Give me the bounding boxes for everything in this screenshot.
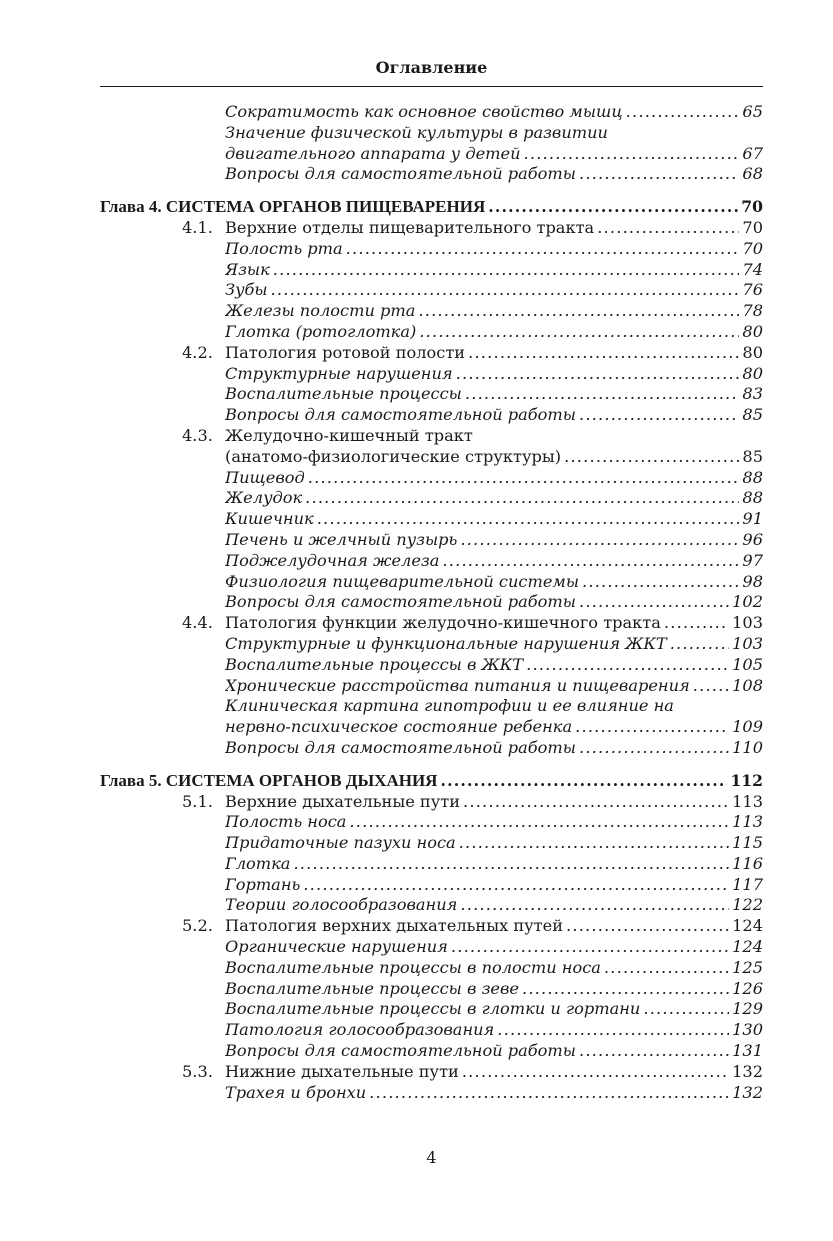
toc-chapter[interactable]	[100, 771, 763, 792]
toc-page-number: 109	[732, 717, 763, 737]
toc-entry-leader-group	[225, 1020, 729, 1041]
toc-entry-leader-group	[225, 738, 729, 759]
toc-entry-leader-group	[225, 468, 739, 489]
toc-entry-leader-group	[225, 916, 729, 937]
dot-leader	[459, 833, 729, 854]
toc-subsection[interactable]	[100, 895, 763, 916]
toc-entry-leader-group	[225, 792, 729, 813]
toc-page-number: 70	[742, 217, 763, 237]
toc-entry-leader-group	[225, 123, 760, 144]
toc-entry-label: Патология ротовой полости	[225, 342, 466, 362]
toc-entry-leader-group	[225, 592, 729, 613]
toc-subsection[interactable]	[100, 123, 763, 144]
toc-entry-leader-group	[225, 958, 729, 979]
toc-page-number	[760, 426, 763, 447]
toc-section-number: 5.1.	[182, 791, 213, 811]
toc-entry-leader-group	[225, 696, 760, 717]
toc-page-number: 80	[742, 363, 763, 383]
toc-entry-label: Пищевод	[225, 467, 305, 487]
toc-entry-label: Патология верхних дыхательных путей	[225, 916, 564, 936]
toc-subsection[interactable]	[100, 634, 763, 655]
dot-leader	[643, 999, 729, 1020]
toc-page-number: 70	[742, 238, 763, 258]
dot-leader	[451, 937, 729, 958]
toc-entry-leader-group	[225, 655, 729, 676]
dot-leader	[271, 280, 740, 301]
toc-page-number: 124	[732, 916, 763, 936]
toc-entry-leader-group	[225, 1083, 729, 1104]
toc-section[interactable]	[100, 916, 763, 937]
toc-entry-leader-group	[225, 895, 729, 916]
toc-subsection[interactable]	[100, 676, 763, 697]
toc-entry-label: Нижние дыхательные пути	[225, 1061, 459, 1081]
toc-entry-leader-group	[225, 343, 739, 364]
toc-page-number: 85	[742, 405, 763, 425]
toc-subsection[interactable]	[100, 530, 763, 551]
toc-entry-label: Патология функции желудочно-кишечного тракта	[225, 613, 661, 633]
toc-entry-label: Глава 4. СИСТЕМА ОРГАНОВ ПИЩЕВАРЕНИЯ	[100, 197, 486, 217]
dot-leader	[693, 676, 729, 697]
toc-entry-label: Печень и желчный пузырь	[225, 529, 458, 549]
toc-subsection[interactable]	[100, 280, 763, 301]
toc-entry-label: нервно-психическое состояние ребенка	[225, 717, 573, 737]
toc-entry-leader-group	[225, 634, 729, 655]
toc-page-number: 122	[732, 895, 763, 915]
toc-entry-label: Язык	[225, 259, 270, 279]
dot-leader	[273, 260, 740, 281]
running-header-title: Оглавление	[375, 58, 488, 77]
dot-leader	[305, 488, 739, 509]
toc-subsection[interactable]	[100, 875, 763, 896]
toc-entry-leader-group	[225, 979, 729, 1000]
toc-page-number: 124	[732, 937, 763, 957]
toc-page-number: 96	[742, 529, 763, 549]
toc-entry-label: Гортань	[225, 874, 301, 894]
toc-section[interactable]	[100, 447, 763, 468]
toc-entry-leader-group	[225, 322, 739, 343]
toc-entry-leader-group	[225, 812, 729, 833]
toc-entry-label: Поджелудочная железа	[225, 550, 440, 570]
toc-subsection[interactable]	[100, 1041, 763, 1062]
toc-entry-label: Зубы	[225, 280, 268, 300]
toc-page-number: 113	[732, 791, 763, 811]
toc-entry-label: Глотка	[225, 853, 291, 873]
toc-subsection[interactable]	[100, 102, 763, 123]
toc-subsection[interactable]	[100, 164, 763, 185]
toc-subsection[interactable]	[100, 937, 763, 958]
toc-page-number: 132	[732, 1082, 763, 1102]
toc-page-number: 80	[742, 321, 763, 341]
dot-leader	[293, 854, 729, 875]
toc-page-number: 129	[732, 999, 763, 1019]
dot-leader	[419, 322, 739, 343]
toc-subsection[interactable]	[100, 1083, 763, 1104]
toc-entry-leader-group	[225, 676, 729, 697]
toc-subsection[interactable]	[100, 260, 763, 281]
toc-section[interactable]	[100, 613, 763, 634]
toc-entry-leader-group	[225, 551, 739, 572]
toc-page-number: 65	[742, 102, 763, 121]
toc-entry-leader-group	[225, 572, 739, 593]
dot-leader	[346, 239, 740, 260]
dot-leader	[468, 343, 739, 364]
toc-subsection[interactable]	[100, 696, 763, 717]
toc-entry-label: (анатомо-физиологические структуры)	[225, 446, 562, 466]
dot-leader	[456, 364, 740, 385]
toc-entry-label: Воспалительные процессы в ЖКТ	[225, 654, 524, 674]
toc-entry-leader-group	[225, 102, 739, 123]
toc-section-number: 5.3.	[182, 1061, 213, 1081]
toc-page-number: 80	[742, 342, 763, 362]
dot-leader	[460, 895, 729, 916]
toc-page-number: 113	[732, 812, 763, 832]
toc-entry-leader-group	[225, 144, 739, 165]
toc-entry-label: Глотка (ротоглотка)	[225, 321, 417, 341]
toc-entry-label: Структурные и функциональные нарушения ЖКТ	[225, 633, 667, 653]
toc-entry-label: Железы полости рта	[225, 301, 416, 321]
toc-subsection[interactable]	[100, 592, 763, 613]
toc-entry-leader-group	[225, 875, 729, 896]
dot-leader	[308, 468, 740, 489]
toc-subsection[interactable]	[100, 322, 763, 343]
toc-entry-leader-group	[225, 364, 739, 385]
dot-leader	[462, 1062, 729, 1083]
dot-leader	[670, 634, 729, 655]
toc-entry-label: Вопросы для самостоятельной работы	[225, 405, 576, 425]
toc-page-number: 115	[732, 833, 763, 853]
toc-page-number: 85	[742, 446, 763, 466]
toc-page-number: 88	[742, 488, 763, 508]
toc-subsection[interactable]	[100, 551, 763, 572]
dot-leader	[488, 197, 738, 218]
chapter-spacer	[100, 185, 763, 197]
toc-entry-label: Трахея и бронхи	[225, 1082, 367, 1102]
toc-entry-leader-group	[225, 218, 739, 239]
toc-section[interactable]	[100, 218, 763, 239]
dot-leader	[303, 875, 729, 896]
toc-page-number: 125	[732, 957, 763, 977]
toc-page-number: 116	[732, 853, 763, 873]
toc-entry-label: Полость рта	[225, 238, 343, 258]
toc-entry-leader-group	[225, 405, 739, 426]
toc-page-number: 131	[732, 1041, 763, 1061]
toc-page-number: 117	[732, 874, 763, 894]
toc-page-number: 108	[732, 675, 763, 695]
toc-section-number: 4.2.	[182, 342, 213, 362]
toc-section[interactable]	[100, 792, 763, 813]
dot-leader	[566, 916, 729, 937]
toc-entry-leader-group	[225, 426, 760, 447]
toc-page-number: 130	[732, 1020, 763, 1040]
toc-entry-label: Кишечник	[225, 509, 314, 529]
toc-subsection[interactable]	[100, 301, 763, 322]
toc-subsection[interactable]	[100, 854, 763, 875]
toc-entry-label: Желудок	[225, 488, 303, 508]
toc-subsection[interactable]	[100, 999, 763, 1020]
toc-entry-leader-group	[225, 509, 739, 530]
toc-page-number	[760, 696, 763, 717]
toc-section-number: 4.1.	[182, 217, 213, 237]
toc-entry-label: Вопросы для самостоятельной работы	[225, 737, 576, 757]
dot-leader	[579, 164, 739, 185]
toc-section-number: 4.4.	[182, 613, 213, 633]
toc-entry-label: Хронические расстройства питания и пищеварения	[225, 675, 690, 695]
toc-entry-leader-group	[225, 717, 729, 738]
toc-entry-leader-group	[225, 447, 739, 468]
dot-leader	[579, 405, 739, 426]
toc-entry-label: Верхние дыхательные пути	[225, 791, 460, 811]
page-number: 4	[426, 1148, 437, 1167]
toc-entry-label: Сократимость как основное свойство мышц	[225, 102, 623, 121]
dot-leader	[418, 301, 739, 322]
toc-entry-label: Воспалительные процессы в полости носа	[225, 957, 601, 977]
toc-entry-label: Полость носа	[225, 812, 347, 832]
toc-page-number: 98	[742, 571, 763, 591]
toc-subsection[interactable]	[100, 509, 763, 530]
toc-entry-leader-group	[225, 833, 729, 854]
dot-leader	[664, 613, 729, 634]
toc-chapter[interactable]	[100, 197, 763, 218]
chapter-spacer	[100, 759, 763, 771]
toc-page-number: 112	[730, 770, 763, 790]
toc-page-number: 78	[742, 301, 763, 321]
toc-page-number: 97	[742, 550, 763, 570]
toc-entry-leader-group	[225, 488, 739, 509]
dot-leader	[317, 509, 740, 530]
toc-subsection[interactable]	[100, 812, 763, 833]
toc-subsection[interactable]	[100, 364, 763, 385]
toc-entry-label: Физиология пищеварительной системы	[225, 571, 579, 591]
dot-leader	[582, 572, 739, 593]
dot-leader	[465, 384, 740, 405]
dot-leader	[440, 771, 727, 792]
toc-page-number: 132	[732, 1061, 763, 1081]
toc-entry-label: Воспалительные процессы в глотки и гортани	[225, 999, 641, 1019]
toc-entry-leader-group	[225, 854, 729, 875]
toc-section-number: 5.2.	[182, 916, 213, 936]
toc-entry-leader-group	[225, 530, 739, 551]
toc-page-number: 70	[741, 197, 763, 217]
toc-entry-leader-group	[225, 280, 739, 301]
dot-leader	[579, 1041, 729, 1062]
toc-entry-label: Желудочно-кишечный тракт	[225, 425, 473, 445]
toc-entry-leader-group	[225, 1041, 729, 1062]
toc-subsection[interactable]	[100, 572, 763, 593]
toc-entry-label: Органические нарушения	[225, 937, 448, 957]
toc-entry-leader-group	[225, 937, 729, 958]
toc-entry-label: Вопросы для самостоятельной работы	[225, 1041, 576, 1061]
toc-entry-label: Значение физической культуры в развитии	[225, 122, 608, 142]
toc-entry-leader-group	[225, 164, 739, 185]
toc-page-number: 91	[742, 509, 763, 529]
dot-leader	[579, 592, 729, 613]
toc-page-number: 110	[732, 737, 763, 757]
toc-subsection[interactable]	[100, 144, 763, 165]
toc-page-number	[760, 123, 763, 144]
toc-subsection[interactable]	[100, 979, 763, 1000]
toc-page-number: 126	[732, 978, 763, 998]
toc-entry-label: Верхние отделы пищеварительного тракта	[225, 217, 595, 237]
toc-entry-leader-group	[100, 197, 738, 218]
toc-subsection[interactable]	[100, 717, 763, 738]
dot-leader	[463, 792, 729, 813]
dot-leader	[526, 655, 729, 676]
dot-leader	[442, 551, 739, 572]
toc-subsection[interactable]	[100, 1020, 763, 1041]
toc-entry-leader-group	[225, 301, 739, 322]
dot-leader	[522, 979, 729, 1000]
toc-page-number: 103	[732, 633, 763, 653]
toc-subsection[interactable]	[100, 384, 763, 405]
toc-entry-label: Теории голосообразования	[225, 895, 458, 915]
toc-section[interactable]	[100, 343, 763, 364]
toc-entry-label: Глава 5. СИСТЕМА ОРГАНОВ ДЫХАНИЯ	[100, 770, 438, 790]
toc-entry-label: Вопросы для самостоятельной работы	[225, 164, 576, 184]
toc-entry-leader-group	[225, 999, 729, 1020]
toc-entry-label: двигательного аппарата у детей	[225, 143, 521, 163]
toc-subsection[interactable]	[100, 488, 763, 509]
toc-entry-label: Придаточные пазухи носа	[225, 833, 456, 853]
dot-leader	[575, 717, 729, 738]
toc-page-number: 83	[742, 384, 763, 404]
toc-entry-label: Вопросы для самостоятельной работы	[225, 592, 576, 612]
dot-leader	[626, 102, 740, 123]
toc-subsection[interactable]	[100, 833, 763, 854]
toc-entry-label: Воспалительные процессы	[225, 384, 462, 404]
toc-page-number: 88	[742, 467, 763, 487]
dot-leader	[524, 144, 740, 165]
dot-leader	[564, 447, 739, 468]
toc-subsection[interactable]	[100, 738, 763, 759]
dot-leader	[369, 1083, 729, 1104]
toc-subsection[interactable]	[100, 958, 763, 979]
toc-page-number: 67	[742, 143, 763, 163]
dot-leader	[597, 218, 739, 239]
toc-entry-leader-group	[100, 771, 727, 792]
toc-entry-leader-group	[225, 384, 739, 405]
toc-subsection[interactable]	[100, 468, 763, 489]
toc-entry-leader-group	[225, 1062, 729, 1083]
toc-subsection[interactable]	[100, 405, 763, 426]
dot-leader	[497, 1020, 729, 1041]
dot-leader	[349, 812, 729, 833]
toc-entry-leader-group	[225, 260, 739, 281]
toc-section[interactable]	[100, 426, 763, 447]
toc-section[interactable]	[100, 1062, 763, 1083]
toc-page-number: 102	[732, 592, 763, 612]
dot-leader	[579, 738, 729, 759]
toc-entry-label: Патология голосообразования	[225, 1020, 495, 1040]
toc-entry-leader-group	[225, 239, 739, 260]
toc-subsection[interactable]	[100, 239, 763, 260]
toc-page-number: 76	[742, 280, 763, 300]
toc-subsection[interactable]	[100, 655, 763, 676]
table-of-contents	[100, 102, 763, 1103]
toc-page-number: 105	[732, 654, 763, 674]
toc-page-number: 68	[742, 164, 763, 184]
toc-page-number: 74	[742, 259, 763, 279]
toc-section-number: 4.3.	[182, 425, 213, 445]
dot-leader	[460, 530, 739, 551]
toc-entry-label: Структурные нарушения	[225, 363, 453, 383]
toc-entry-leader-group	[225, 613, 729, 634]
toc-page-number: 103	[732, 613, 763, 633]
toc-entry-label: Клиническая картина гипотрофии и ее влияние на	[225, 696, 674, 716]
dot-leader	[604, 958, 729, 979]
toc-entry-label: Воспалительные процессы в зеве	[225, 978, 519, 998]
header-rule	[100, 86, 763, 87]
